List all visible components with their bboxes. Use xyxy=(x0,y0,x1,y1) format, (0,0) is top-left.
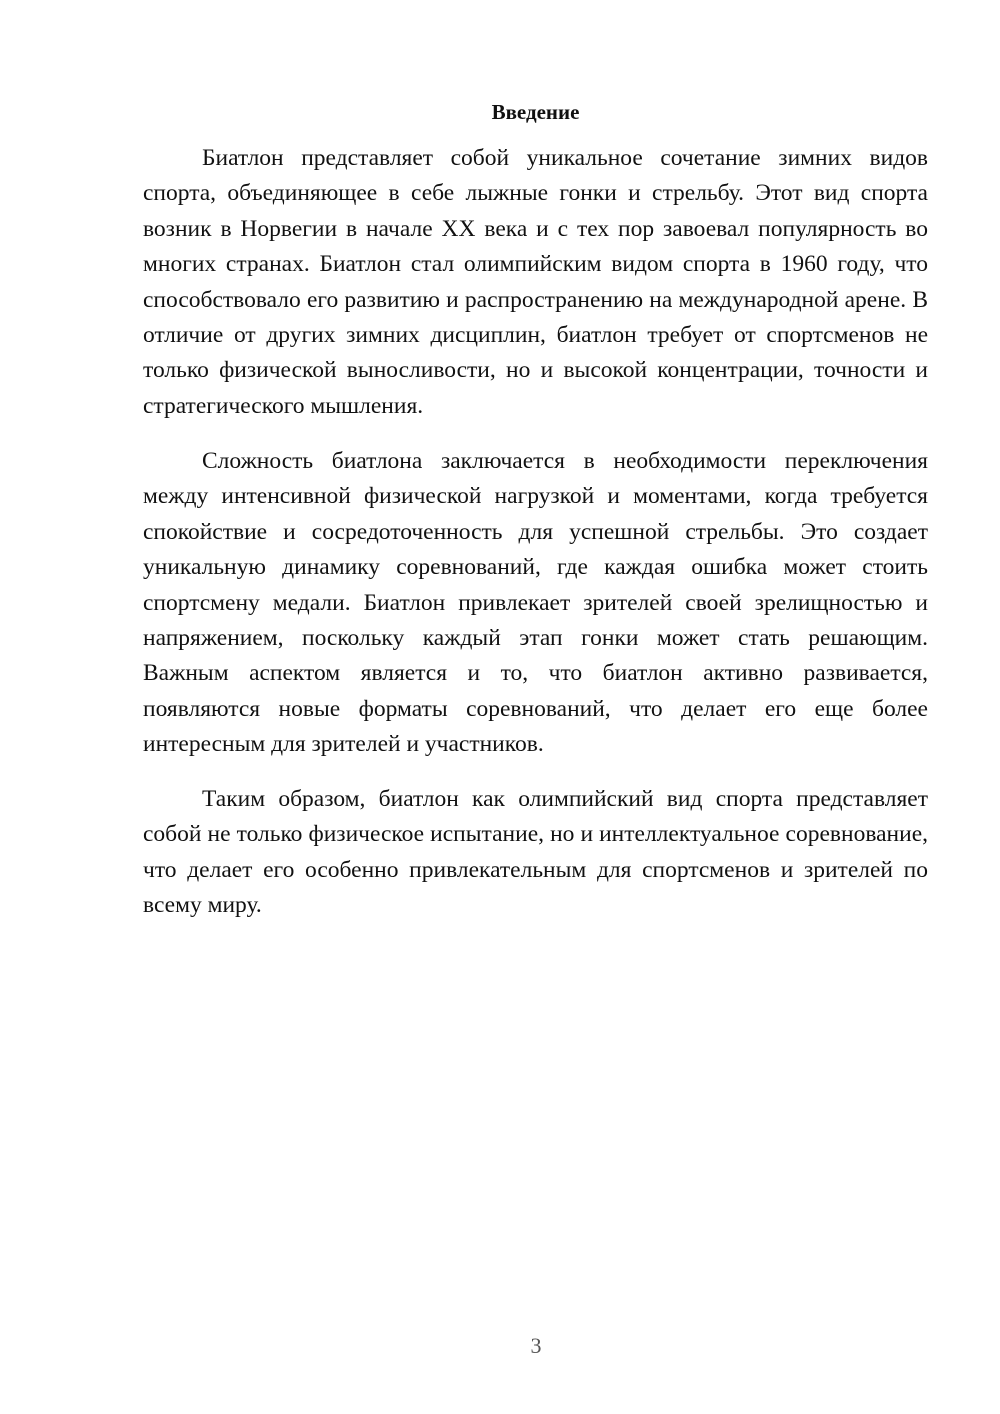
paragraph-1: Биатлон представляет собой уникальное сочетание зимних видов спорта, объединяющее в себе лыжные гонки и стрельбу. Этот вид спорта возник в Норвегии в начале XX века и с тех пор завоевал популярность во многих странах. Биатлон стал олимпийским видом спорта в 1960 году, что способствовало его развитию и распространению на международной арене. В отличие от других зимних дисциплин, биатлон требует от спортсменов не только физической выносливости, но и высокой концентрации, точности и стратегического мышления. xyxy=(143,145,928,419)
paragraph-2: Сложность биатлона заключается в необходимости переключения между интенсивной физической нагрузкой и моментами, когда требуется спокойствие и сосредоточенность для успешной стрельбы. Это создает уникальную динамику соревнований, где каждая ошибка может стоить спортсмену медали. Биатлон привлекает зрителей своей зрелищностью и напряжением, поскольку каждый этап гонки может стать решающим. Важным аспектом является и то, что биатлон активно развивается, появляются новые форматы соревнований, что делает его еще более интересным для зрителей и участников. xyxy=(143,448,928,758)
paragraph-3: Таким образом, биатлон как олимпийский вид спорта представляет собой не только физическое испытание, но и интеллектуальное соревнование, что делает его особенно привлекательным для спортсменов и зрителей по всему миру. xyxy=(143,786,928,919)
page-number: 3 xyxy=(530,1333,542,1358)
section-title: Введение xyxy=(491,100,580,124)
